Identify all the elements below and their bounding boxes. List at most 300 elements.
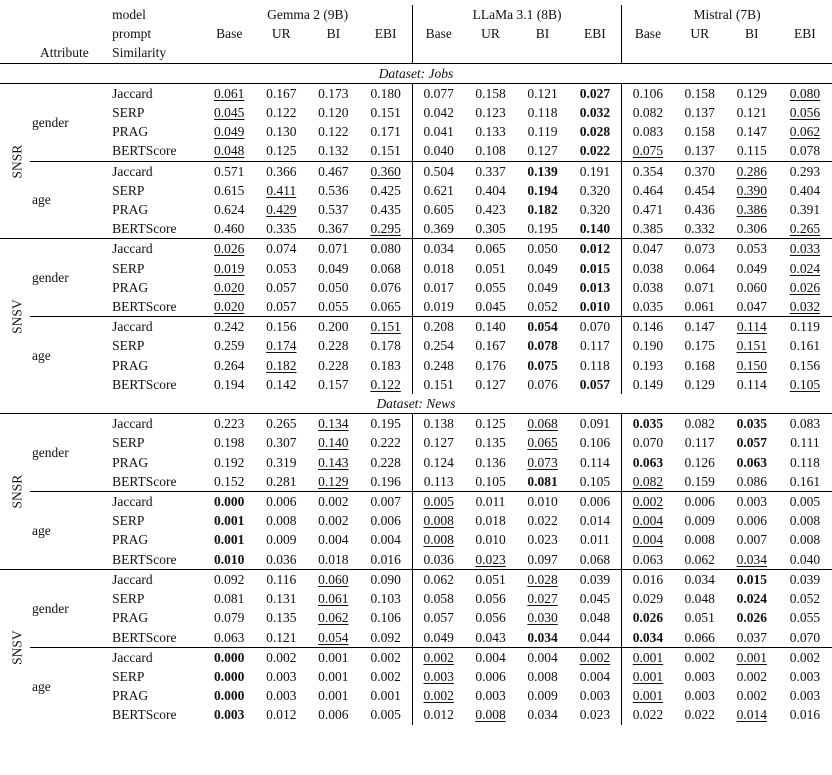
value-cell: 0.034 xyxy=(622,628,674,648)
value-cell: 0.039 xyxy=(778,569,832,589)
value-cell: 0.151 xyxy=(412,375,464,394)
value-cell: 0.003 xyxy=(726,492,778,512)
value-cell: 0.010 xyxy=(475,532,506,548)
value-cell: 0.020 xyxy=(214,279,245,295)
value-cell: 0.134 xyxy=(318,416,349,432)
value-cell: 0.057 xyxy=(266,299,297,315)
value-cell: 0.190 xyxy=(622,336,674,355)
value-cell: 0.022 xyxy=(527,513,558,529)
value-cell: 0.151 xyxy=(370,105,401,121)
value-cell: 0.026 xyxy=(789,279,821,295)
value-cell: 0.003 xyxy=(266,668,297,684)
value-cell: 0.223 xyxy=(214,416,245,432)
metric-label: Jaccard xyxy=(112,416,153,432)
value-cell: 0.049 xyxy=(736,260,767,276)
table-row xyxy=(0,259,832,278)
group-label xyxy=(0,414,30,570)
value-cell: 0.051 xyxy=(475,260,506,276)
prompt-header: UR xyxy=(481,26,500,42)
table-row xyxy=(0,667,832,686)
attribute-label: age xyxy=(30,647,108,724)
value-cell: 0.065 xyxy=(464,239,516,259)
value-cell: 0.293 xyxy=(778,161,832,181)
value-cell: 0.125 xyxy=(266,143,297,159)
value-cell: 0.032 xyxy=(579,105,611,121)
value-cell: 0.467 xyxy=(307,161,359,181)
value-cell: 0.158 xyxy=(475,85,506,101)
value-cell: 0.092 xyxy=(370,629,401,645)
value-cell: 0.605 xyxy=(412,200,464,219)
value-cell: 0.147 xyxy=(674,317,726,337)
value-cell: 0.003 xyxy=(789,668,821,684)
value-cell: 0.137 xyxy=(684,143,715,159)
value-cell: 0.281 xyxy=(266,473,297,489)
value-cell: 0.014 xyxy=(579,513,611,529)
value-cell: 0.193 xyxy=(622,356,674,375)
metric-label: BERTScore xyxy=(112,221,177,237)
value-cell: 0.012 xyxy=(569,239,622,259)
value-cell: 0.115 xyxy=(736,143,767,159)
value-cell: 0.023 xyxy=(527,532,558,548)
value-cell: 0.208 xyxy=(412,317,464,337)
value-cell: 0.265 xyxy=(266,416,297,432)
dataset-title-row xyxy=(0,63,832,83)
value-cell: 0.319 xyxy=(266,454,297,470)
value-cell: 0.429 xyxy=(266,202,297,218)
value-cell: 0.454 xyxy=(684,182,715,198)
value-cell: 0.053 xyxy=(266,260,297,276)
metric-label: SERP xyxy=(112,591,145,607)
value-cell: 0.411 xyxy=(266,182,297,198)
value-cell: 0.151 xyxy=(359,317,412,337)
value-cell: 0.040 xyxy=(789,551,821,567)
metric-label: Jaccard xyxy=(108,161,203,181)
metric-label: SERP xyxy=(112,513,145,529)
value-cell: 0.070 xyxy=(569,317,622,337)
value-cell: 0.228 xyxy=(318,357,349,373)
value-cell: 0.008 xyxy=(789,513,821,529)
value-cell: 0.132 xyxy=(318,143,349,159)
value-cell: 0.013 xyxy=(579,279,611,295)
value-cell: 0.010 xyxy=(214,551,245,567)
value-cell: 0.183 xyxy=(370,357,401,373)
table-row xyxy=(0,278,832,297)
value-cell: 0.034 xyxy=(674,569,726,589)
value-cell: 0.024 xyxy=(736,591,767,607)
value-cell: 0.305 xyxy=(475,221,506,237)
value-cell: 0.023 xyxy=(475,551,506,567)
table-row xyxy=(0,181,832,200)
value-cell: 0.075 xyxy=(527,357,558,373)
value-cell: 0.001 xyxy=(214,532,245,548)
value-cell: 0.050 xyxy=(318,279,349,295)
value-cell: 0.053 xyxy=(726,239,778,259)
metric-label: SERP xyxy=(112,182,145,198)
value-cell: 0.004 xyxy=(464,647,516,667)
value-cell: 0.097 xyxy=(527,551,558,567)
value-cell: 0.367 xyxy=(318,221,349,237)
group-label xyxy=(0,239,30,394)
value-cell: 0.116 xyxy=(255,569,307,589)
value-cell: 0.001 xyxy=(726,647,778,667)
value-cell: 0.105 xyxy=(475,473,506,489)
value-cell: 0.114 xyxy=(579,454,610,470)
value-cell: 0.019 xyxy=(412,297,464,317)
prompt-header: EBI xyxy=(584,26,606,42)
value-cell: 0.057 xyxy=(412,608,464,627)
value-cell: 0.125 xyxy=(475,416,506,432)
value-cell: 0.081 xyxy=(527,473,558,489)
value-cell: 0.113 xyxy=(412,472,464,492)
value-cell: 0.049 xyxy=(214,124,245,140)
value-cell: 0.001 xyxy=(318,668,349,684)
value-cell: 0.129 xyxy=(318,473,349,489)
value-cell: 0.052 xyxy=(789,591,821,607)
value-cell: 0.063 xyxy=(622,550,674,570)
value-cell: 0.003 xyxy=(684,688,715,704)
value-cell: 0.117 xyxy=(579,338,610,354)
value-cell: 0.009 xyxy=(266,532,297,548)
attribute-label: age xyxy=(30,492,108,570)
value-cell: 0.175 xyxy=(684,338,715,354)
value-cell: 0.074 xyxy=(255,239,307,259)
value-cell: 0.156 xyxy=(789,357,821,373)
value-cell: 0.139 xyxy=(517,161,569,181)
value-cell: 0.047 xyxy=(622,239,674,259)
value-cell: 0.222 xyxy=(370,435,401,451)
value-cell: 0.022 xyxy=(622,705,674,724)
metric-label: Jaccard xyxy=(112,85,153,101)
value-cell: 0.065 xyxy=(370,299,401,315)
value-cell: 0.150 xyxy=(736,357,767,373)
value-cell: 0.062 xyxy=(684,551,715,567)
value-cell: 0.022 xyxy=(579,143,611,159)
metric-label: PRAG xyxy=(112,202,149,218)
prompt-header: BI xyxy=(535,26,550,42)
value-cell: 0.063 xyxy=(622,453,674,472)
metric-label: PRAG xyxy=(112,610,149,626)
value-cell: 0.035 xyxy=(622,414,674,434)
value-cell: 0.071 xyxy=(307,239,359,259)
value-cell: 0.423 xyxy=(475,202,506,218)
value-cell: 0.004 xyxy=(370,532,401,548)
value-cell: 0.004 xyxy=(622,530,674,549)
value-cell: 0.006 xyxy=(370,513,401,529)
value-cell: 0.068 xyxy=(527,416,558,432)
table-row xyxy=(0,686,832,705)
value-cell: 0.014 xyxy=(736,707,767,723)
value-cell: 0.019 xyxy=(214,260,245,276)
table-row xyxy=(0,511,832,530)
value-cell: 0.001 xyxy=(622,647,674,667)
value-cell: 0.081 xyxy=(214,591,245,607)
value-cell: 0.140 xyxy=(579,221,611,237)
table-row xyxy=(0,628,832,648)
value-cell: 0.049 xyxy=(527,260,558,276)
value-cell: 0.068 xyxy=(579,551,611,567)
value-cell: 0.080 xyxy=(359,239,412,259)
value-cell: 0.386 xyxy=(736,202,767,218)
value-cell: 0.119 xyxy=(527,124,558,140)
metric-label: BERTScore xyxy=(112,143,177,159)
value-cell: 0.056 xyxy=(475,610,506,626)
value-cell: 0.086 xyxy=(736,473,767,489)
value-cell: 0.460 xyxy=(214,221,245,237)
value-cell: 0.071 xyxy=(684,279,715,295)
value-cell: 0.194 xyxy=(527,182,558,198)
value-cell: 0.151 xyxy=(736,338,767,354)
header-row-similarity xyxy=(0,43,832,63)
value-cell: 0.026 xyxy=(736,610,767,626)
value-cell: 0.034 xyxy=(527,707,558,723)
value-cell: 0.070 xyxy=(622,433,674,452)
model-header-gemma: Gemma 2 (9B) xyxy=(267,7,349,22)
value-cell: 0.136 xyxy=(475,454,506,470)
value-cell: 0.140 xyxy=(464,317,516,337)
value-cell: 0.127 xyxy=(475,376,506,392)
value-cell: 0.254 xyxy=(412,336,464,355)
value-cell: 0.006 xyxy=(255,492,307,512)
value-cell: 0.038 xyxy=(622,259,674,278)
value-cell: 0.008 xyxy=(527,668,558,684)
value-cell: 0.048 xyxy=(579,610,611,626)
value-cell: 0.051 xyxy=(684,610,715,626)
value-cell: 0.037 xyxy=(736,629,767,645)
table-row xyxy=(0,239,832,259)
value-cell: 0.062 xyxy=(318,610,349,626)
value-cell: 0.436 xyxy=(684,202,715,218)
value-cell: 0.057 xyxy=(266,279,297,295)
table-row xyxy=(0,83,832,103)
metric-label: BERTScore xyxy=(112,299,177,315)
value-cell: 0.122 xyxy=(318,124,349,140)
header-row-prompt xyxy=(0,24,832,43)
value-cell: 0.008 xyxy=(475,707,506,723)
value-cell: 0.337 xyxy=(464,161,516,181)
row-label-model: model xyxy=(112,7,146,22)
value-cell: 0.091 xyxy=(579,416,611,432)
value-cell: 0.127 xyxy=(527,143,558,159)
value-cell: 0.008 xyxy=(684,532,715,548)
value-cell: 0.200 xyxy=(307,317,359,337)
value-cell: 0.001 xyxy=(214,513,245,529)
value-cell: 0.070 xyxy=(789,629,821,645)
table-row xyxy=(0,200,832,219)
value-cell: 0.265 xyxy=(789,221,821,237)
value-cell: 0.195 xyxy=(527,221,558,237)
value-cell: 0.002 xyxy=(255,647,307,667)
value-cell: 0.073 xyxy=(527,454,558,470)
value-cell: 0.194 xyxy=(214,376,245,392)
value-cell: 0.062 xyxy=(412,569,464,589)
attribute-label: gender xyxy=(32,114,69,130)
value-cell: 0.366 xyxy=(255,161,307,181)
value-cell: 0.008 xyxy=(412,511,464,530)
value-cell: 0.044 xyxy=(579,629,611,645)
value-cell: 0.049 xyxy=(527,279,558,295)
table-row xyxy=(0,141,832,161)
value-cell: 0.027 xyxy=(579,85,611,101)
value-cell: 0.106 xyxy=(622,83,674,103)
value-cell: 0.039 xyxy=(569,569,622,589)
value-cell: 0.033 xyxy=(778,239,832,259)
value-cell: 0.435 xyxy=(370,202,401,218)
table-row xyxy=(0,492,832,512)
value-cell: 0.045 xyxy=(475,299,506,315)
value-cell: 0.242 xyxy=(203,317,255,337)
value-cell: 0.054 xyxy=(517,317,569,337)
value-cell: 0.003 xyxy=(214,707,245,723)
value-cell: 0.111 xyxy=(790,435,820,451)
value-cell: 0.259 xyxy=(214,338,245,354)
table-row xyxy=(0,356,832,375)
value-cell: 0.016 xyxy=(789,707,821,723)
value-cell: 0.045 xyxy=(579,591,611,607)
value-cell: 0.022 xyxy=(684,707,715,723)
value-cell: 0.047 xyxy=(736,299,767,315)
value-cell: 0.360 xyxy=(359,161,412,181)
metric-label: SERP xyxy=(112,668,145,684)
value-cell: 0.122 xyxy=(370,376,401,392)
value-cell: 0.002 xyxy=(307,492,359,512)
metric-label: PRAG xyxy=(112,124,149,140)
value-cell: 0.060 xyxy=(736,279,767,295)
value-cell: 0.036 xyxy=(266,551,297,567)
value-cell: 0.504 xyxy=(412,161,464,181)
value-cell: 0.049 xyxy=(318,260,349,276)
value-cell: 0.010 xyxy=(517,492,569,512)
value-cell: 0.054 xyxy=(318,629,349,645)
value-cell: 0.006 xyxy=(318,707,349,723)
attribute-label: gender xyxy=(30,569,108,647)
value-cell: 0.167 xyxy=(475,338,506,354)
value-cell: 0.002 xyxy=(569,647,622,667)
value-cell: 0.471 xyxy=(622,200,674,219)
value-cell: 0.131 xyxy=(266,591,297,607)
value-cell: 0.003 xyxy=(789,688,821,704)
table-row xyxy=(0,161,832,181)
value-cell: 0.002 xyxy=(412,686,464,705)
value-cell: 0.001 xyxy=(622,667,674,686)
value-cell: 0.391 xyxy=(789,202,821,218)
value-cell: 0.035 xyxy=(622,297,674,317)
value-cell: 0.001 xyxy=(307,647,359,667)
value-cell: 0.114 xyxy=(726,317,778,337)
value-cell: 0.119 xyxy=(778,317,832,337)
metric-label: Jaccard xyxy=(108,492,203,512)
value-cell: 0.129 xyxy=(736,85,767,101)
value-cell: 0.011 xyxy=(579,532,610,548)
value-cell: 0.149 xyxy=(622,375,674,394)
value-cell: 0.001 xyxy=(370,688,401,704)
value-cell: 0.105 xyxy=(579,473,611,489)
table-row xyxy=(0,122,832,141)
value-cell: 0.003 xyxy=(266,688,297,704)
value-cell: 0.030 xyxy=(527,610,558,626)
value-cell: 0.369 xyxy=(412,219,464,239)
value-cell: 0.108 xyxy=(475,143,506,159)
value-cell: 0.173 xyxy=(318,85,349,101)
value-cell: 0.018 xyxy=(475,513,506,529)
value-cell: 0.016 xyxy=(370,551,401,567)
value-cell: 0.002 xyxy=(359,647,412,667)
value-cell: 0.005 xyxy=(412,492,464,512)
value-cell: 0.120 xyxy=(318,105,349,121)
value-cell: 0.167 xyxy=(266,85,297,101)
value-cell: 0.027 xyxy=(527,591,558,607)
value-cell: 0.079 xyxy=(214,610,245,626)
value-cell: 0.055 xyxy=(789,610,821,626)
value-cell: 0.000 xyxy=(203,647,255,667)
value-cell: 0.057 xyxy=(736,435,767,451)
value-cell: 0.354 xyxy=(622,161,674,181)
metric-label: BERTScore xyxy=(112,376,177,392)
value-cell: 0.002 xyxy=(736,668,767,684)
value-cell: 0.137 xyxy=(684,105,715,121)
value-cell: 0.018 xyxy=(318,551,349,567)
value-cell: 0.020 xyxy=(214,299,245,315)
metric-label: PRAG xyxy=(112,688,149,704)
value-cell: 0.048 xyxy=(214,143,245,159)
value-cell: 0.180 xyxy=(370,85,401,101)
value-cell: 0.228 xyxy=(318,338,349,354)
metric-label: PRAG xyxy=(112,357,149,373)
value-cell: 0.034 xyxy=(412,239,464,259)
group-label-text: SNSR xyxy=(9,144,25,179)
table-row xyxy=(0,589,832,608)
metric-label: BERTScore xyxy=(112,707,177,723)
value-cell: 0.161 xyxy=(789,338,821,354)
value-cell: 0.196 xyxy=(370,473,401,489)
attribute-label: gender xyxy=(32,445,69,461)
value-cell: 0.006 xyxy=(736,513,767,529)
value-cell: 0.123 xyxy=(475,105,506,121)
metric-label: Jaccard xyxy=(108,569,203,589)
attribute-label: age xyxy=(30,317,108,394)
value-cell: 0.007 xyxy=(736,532,767,548)
value-cell: 0.008 xyxy=(412,530,464,549)
value-cell: 0.286 xyxy=(726,161,778,181)
prompt-header: BI xyxy=(745,26,759,42)
table-row xyxy=(0,569,832,589)
value-cell: 0.103 xyxy=(370,591,401,607)
value-cell: 0.178 xyxy=(370,338,401,354)
value-cell: 0.018 xyxy=(412,259,464,278)
table-row xyxy=(0,472,832,492)
value-cell: 0.005 xyxy=(778,492,832,512)
value-cell: 0.335 xyxy=(266,221,297,237)
value-cell: 0.306 xyxy=(736,221,767,237)
value-cell: 0.077 xyxy=(412,83,464,103)
model-header-llama: LLaMa 3.1 (8B) xyxy=(412,5,621,24)
value-cell: 0.003 xyxy=(684,668,715,684)
value-cell: 0.082 xyxy=(622,472,674,492)
value-cell: 0.129 xyxy=(684,376,715,392)
value-cell: 0.000 xyxy=(214,668,245,684)
value-cell: 0.004 xyxy=(517,647,569,667)
prompt-header: EBI xyxy=(374,26,397,42)
value-cell: 0.118 xyxy=(579,357,610,373)
value-cell: 0.133 xyxy=(475,124,506,140)
attribute-label: age xyxy=(30,161,108,239)
value-cell: 0.028 xyxy=(517,569,569,589)
value-cell: 0.061 xyxy=(318,591,349,607)
prompt-header: UR xyxy=(690,26,710,42)
metric-label: Jaccard xyxy=(108,239,203,259)
value-cell: 0.295 xyxy=(370,221,401,237)
value-cell: 0.127 xyxy=(412,433,464,452)
value-cell: 0.370 xyxy=(674,161,726,181)
